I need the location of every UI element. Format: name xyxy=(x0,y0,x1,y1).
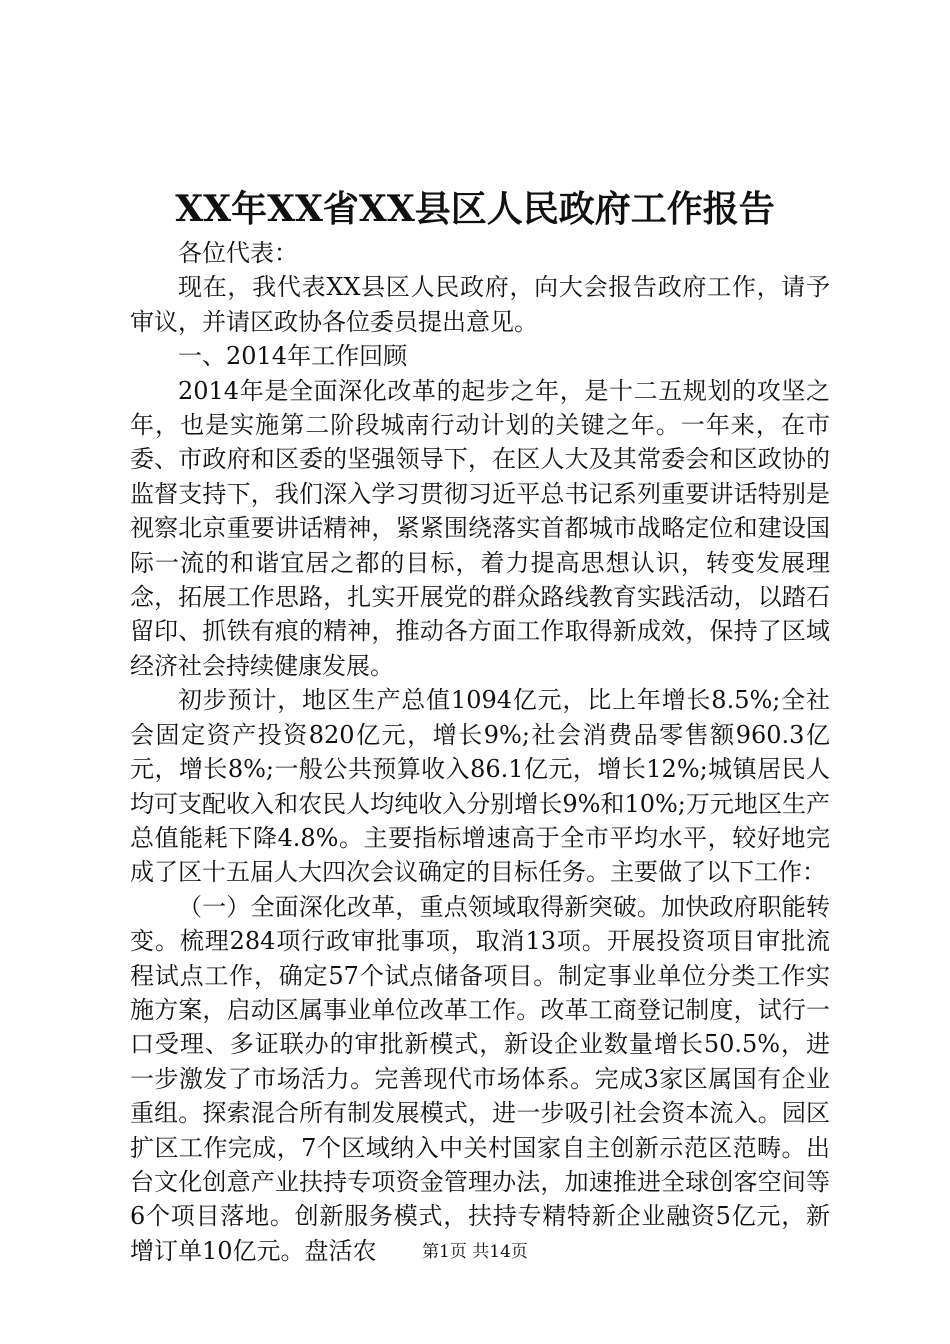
paragraph-salutation: 各位代表： xyxy=(178,239,298,267)
section-heading: 一、2014年工作回顾 xyxy=(178,342,408,371)
paragraph-indicators: 初步预计，地区生产总值1094亿元，比上年增长8.5%;全社会固定资产投资820亿元，增长9%;社会消费品零售额960.3亿元，增长8%;一般公共预算收入86.1亿元，增长12%;城镇居民人均可支配收入和农民人均纯收入分别增长9%和10%;万元地区生产总值能耗下降4.8%。主要指标增速高于全市平均水平，较好地完成了区十五届人大四次会议确定的目标任务。主要做了以下工作： xyxy=(130,686,830,887)
paragraph-intro: 现在，我代表XX县区人民政府，向大会报告政府工作，请予审议，并请区政协各位委员提出意见。 xyxy=(130,273,830,336)
page-footer: 第1页 共14页 xyxy=(422,1242,528,1262)
paragraph-review: 2014年是全面深化改革的起步之年，是十二五规划的攻坚之年，也是实施第二阶段城南行动计划的关键之年。一年来，在市委、市政府和区委的坚强领导下，在区人大及其常委会和区政协的监督支持下，我们深入学习贯彻习近平总书记系列重要讲话特别是视察北京重要讲话精神，紧紧围绕落实首都城市战略定位和建设国际一流的和谐宜居之都的目标，着力提高思想认识，转变发展理念，拓展工作思路，扎实开展党的群众路线教育实践活动，以踏石留印、抓铁有痕的精神，推动各方面工作取得新成效，保持了区域经济社会持续健康发展。 xyxy=(130,376,830,680)
document-body xyxy=(130,236,830,1268)
paragraph-reform: （一）全面深化改革，重点领域取得新突破。加快政府职能转变。梳理284项行政审批事项，取消13项。开展投资项目审批流程试点工作，确定57个试点储备项目。制定事业单位分类工作实施方案，启动区属事业单位改革工作。改革工商登记制度，试行一口受理、多证联办的审批新模式，新设企业数量增长50.5%，进一步激发了市场活力。完善现代市场体系。完成3家区属国有企业重组。探索混合所有制发展模式，进一步吸引社会资本流入。园区扩区工作完成，7个区域纳入中关村国家自主创新示范区范畴。出台文化创意产业扶持专项资金管理办法，加速推进全球创客空间等6个项目落地。创新服务模式，扶持专精特新企业融资5亿元，新增订单10亿元。盘活农 xyxy=(130,892,830,1265)
document-title: XX年XX省XX县区人民政府工作报告 xyxy=(175,188,775,230)
